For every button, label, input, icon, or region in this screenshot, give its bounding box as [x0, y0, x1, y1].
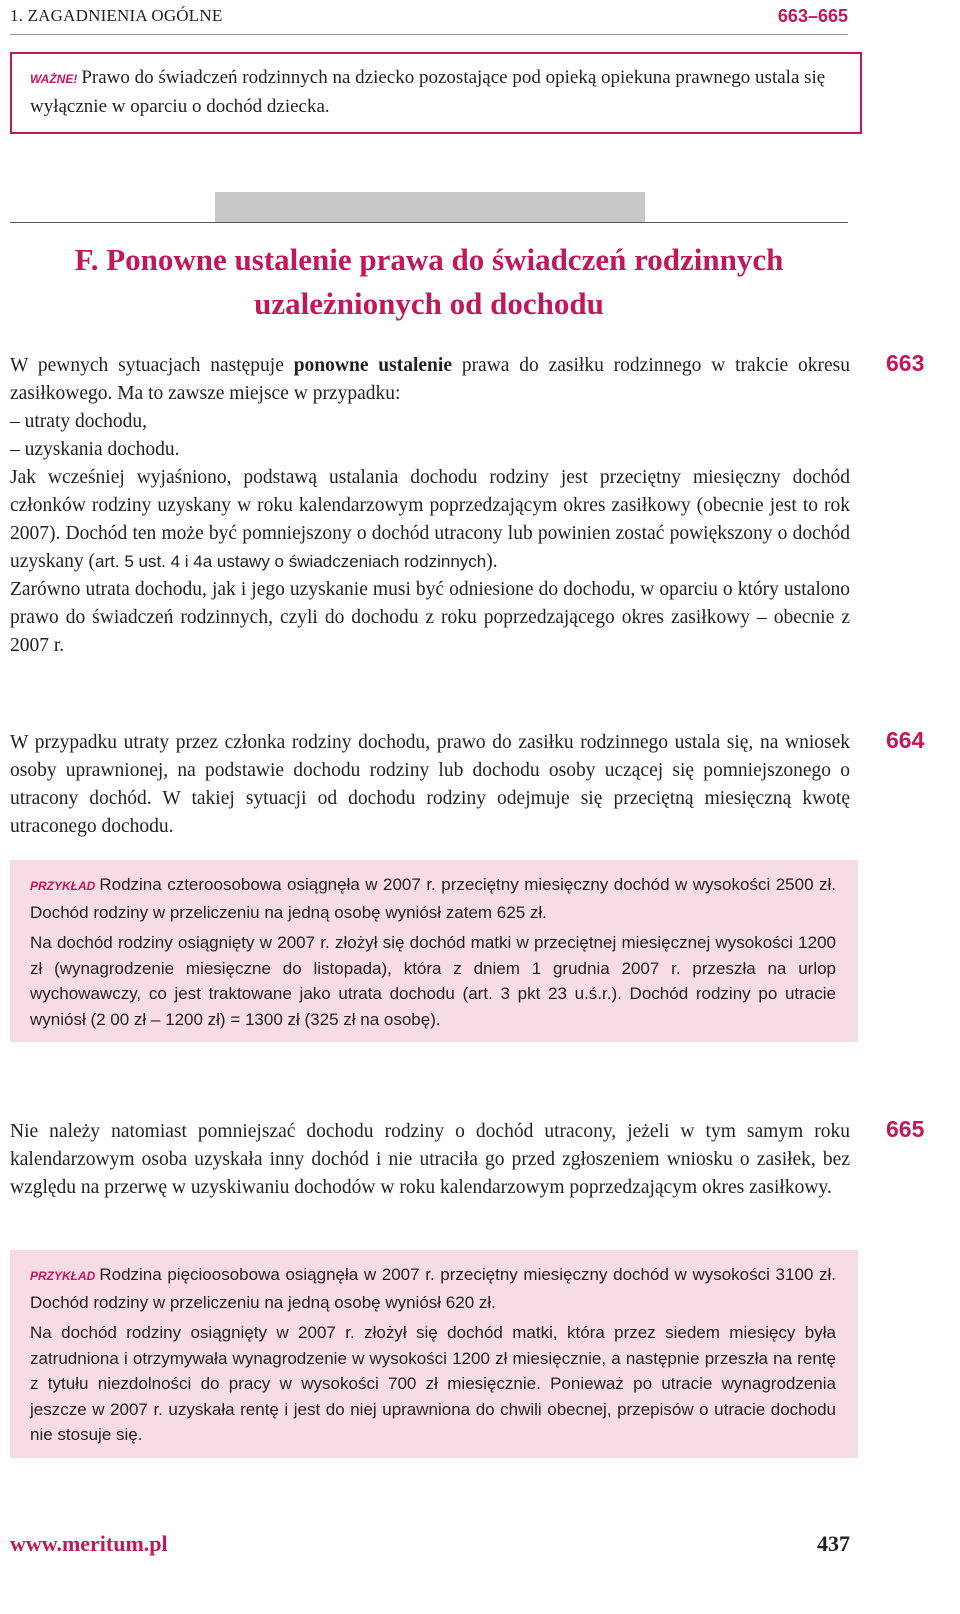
paragraph-664-text: W przypadku utraty przez członka rodziny dochodu, prawo do zasiłku rodzinnego ustala się, na wniosek osoby uprawnionej, na podstawie dochodu rodziny lub dochodu osoby uczącej się pomniejszonego o utracony dochód. W takiej sytuacji od dochodu rodziny odejmuje się przeciętną miesięczną kwotę utraconego dochodu. [10, 732, 850, 837]
intro-text: W pewnych sytuacjach następuje [10, 355, 294, 376]
example-label: PRZYKŁAD [30, 1269, 96, 1283]
list-item-uzyskania: – uzyskania dochodu. [10, 439, 180, 460]
example-2-p1 [30, 1262, 836, 1315]
paragraph-665-text: Nie należy natomiast pomniejszać dochodu rodziny o dochód utracony, jeżeli w tym samym roku kalendarzowym osoba uzyskała inny dochód i nie utraciła go przed zgłoszeniem wniosku o zasiłek, bez względu na przerwę w uzyskiwaniu dochodów w roku kalendarzowym poprzedzającym okres zasiłkowy. [10, 1121, 850, 1198]
margin-number-664: 664 [886, 727, 925, 753]
example-2-text-1: Rodzina pięcioosobowa osiągnęła w 2007 r. przeciętny miesięczny dochód w wysokości 3100 zł. Dochód rodziny w przeliczeniu na jedną osobę wyniósł 620 zł. [30, 1265, 836, 1312]
paragraph-663-reference-year: Zarówno utrata dochodu, jak i jego uzyskanie musi być odniesione do dochodu, w oparciu o który ustalono prawo do świadczeń rodzinnych, czyli do dochodu z roku poprzedzającego okres zasiłkowy – obecnie z 2007 r. [10, 579, 850, 656]
important-text: Prawo do świadczeń rodzinnych na dziecko pozostające pod opieką opiekuna prawnego ustala się wyłącznie w oparciu o dochód dziecka. [30, 67, 826, 117]
important-label: WAŻNE! [30, 72, 78, 86]
intro-bold-term: ponowne ustalenie [293, 355, 452, 376]
decorative-grey-bar [215, 192, 645, 222]
example-1-text-1: Rodzina czteroosobowa osiągnęła w 2007 r. przeciętny miesięczny dochód w wysokości 2500 zł. Dochód rodziny w przeliczeniu na jedną osobę wyniósł zatem 625 zł. [30, 875, 836, 922]
section-heading-line2: uzależnionych od dochodu [254, 286, 604, 321]
section-heading [10, 238, 848, 326]
paragraph-663-income-basis [10, 464, 850, 576]
header-margin-range: 663–665 [777, 6, 848, 26]
example-2-text-2: Na dochód rodziny osiągnięty w 2007 r. złożył się dochód matki, która przez siedem miesięcy była zatrudniona i otrzymywała wynagrodzenie w wysokości 1200 zł miesięcznie, a następnie przeszła na rentę z tytułu niezdolności do pracy w wysokości 700 zł miesięcznie. Ponieważ po utracie wynagrodzenia jeszcze w 2007 r. uzyskała rentę i jest do niej uprawniona do chwili obecnej, przepisów o utracie dochodu nie stosuje się. [30, 1323, 836, 1444]
income-basis-end: ). [486, 551, 498, 572]
example-1-text-2: Na dochód rodziny osiągnięty w 2007 r. złożył się dochód matki w przeciętnej miesięcznej wysokości 1200 zł (wynagrodzenie miesięczne do listopada), która z dniem 1 grudnia 2007 r. przeszła na urlop wychowawczy, co jest traktowane jako utrata dochodu (art. 3 pkt 23 u.ś.r.). Dochód rodziny po utracie wyniósł (2 00 zł – 1200 zł) = 1300 zł (325 zł na osobę). [30, 933, 836, 1029]
header-section-title: 1. ZAGADNIENIA OGÓLNE [10, 6, 223, 25]
example-box-1 [10, 860, 858, 1042]
example-1-p1 [30, 872, 836, 925]
example-label: PRZYKŁAD [30, 879, 96, 893]
paragraph-665 [10, 1118, 850, 1202]
intro-text-cont: prawa do zasiłku rodzinnego w trakcie okresu zasiłkowego. Ma to zawsze miejsce w przypadku: [10, 355, 850, 404]
example-box-2 [10, 1250, 858, 1458]
footer-website: www.meritum.pl [10, 1531, 168, 1556]
page-number: 437 [817, 1531, 850, 1556]
margin-number-663: 663 [886, 350, 925, 376]
running-header [10, 2, 848, 35]
section-divider [10, 222, 848, 223]
important-notice-box [10, 52, 862, 134]
legal-reference: art. 5 ust. 4 i 4a ustawy o świadczeniach rodzinnych [95, 552, 487, 571]
section-heading-line1: F. Ponowne ustalenie prawa do świadczeń rodzinnych [74, 242, 784, 277]
list-item-utraty: – utraty dochodu, [10, 411, 148, 432]
paragraph-663-intro [10, 352, 850, 408]
margin-number-665: 665 [886, 1116, 925, 1142]
income-basis-text: Jak wcześniej wyjaśniono, podstawą ustalania dochodu rodziny jest przeciętny miesięczny dochód członków rodziny uzyskany w roku kalendarzowym poprzedzającym okres zasiłkowy (obecnie jest to rok 2007). Dochód ten może być pomniejszony o dochód utracony lub powinien zostać powiększony o dochód uzyskany ( [10, 467, 850, 572]
paragraph-block-663 [10, 352, 850, 660]
paragraph-664 [10, 729, 850, 841]
